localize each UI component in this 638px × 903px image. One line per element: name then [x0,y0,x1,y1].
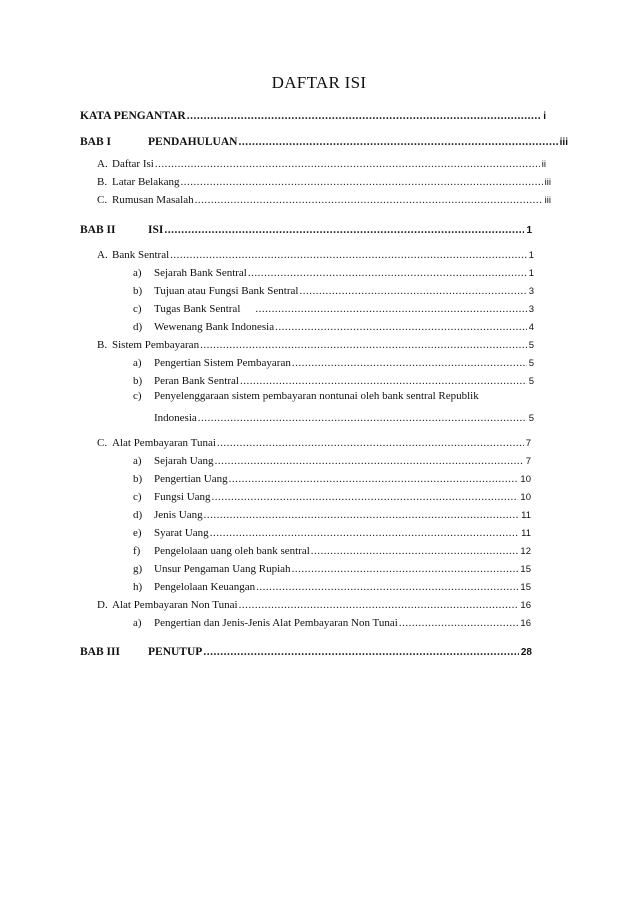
toc-entry-sejarah-bank-sentral[interactable] [133,266,534,280]
dot-leader [212,490,519,504]
item-letter: c) [133,491,142,503]
toc-label: Latar Belakang [112,176,180,188]
dot-leader [292,356,527,370]
toc-label: Sistem Pembayaran [112,339,200,351]
item-letter: a) [133,267,142,279]
toc-page-number: 1 [528,268,534,279]
toc-entry-pengertian-jenis[interactable] [133,616,531,630]
toc-entry-alat-pembayaran-non-tunai[interactable] [97,598,531,612]
page-title: DAFTAR ISI [271,73,367,92]
toc-label: Penyelenggaraan sistem pembayaran nontunai oleh bank sentral Republik [154,390,479,402]
toc-label: Alat Pembayaran Non Tunai [112,599,238,611]
toc-label: Sejarah Uang [154,455,214,467]
toc-entry-syarat-uang[interactable] [133,526,531,540]
item-letter: a) [133,455,142,467]
toc-page-number: iii [544,177,551,188]
item-letter: b) [133,375,143,387]
toc-entry-pengertian-sistem[interactable] [133,356,534,370]
toc-entry-alat-pembayaran-tunai[interactable] [97,436,531,450]
toc-entry-pengertian-uang[interactable] [133,472,531,486]
chapter-number: BAB I [80,136,111,148]
toc-label: Tujuan atau Fungsi Bank Sentral [154,285,299,297]
toc-label: Alat Pembayaran Tunai [112,437,216,449]
dot-leader [275,320,527,334]
toc-label: Jenis Uang [154,509,203,521]
toc-entry-latar-belakang[interactable] [97,175,551,189]
item-letter: c) [133,303,142,315]
toc-page-number: 3 [528,304,534,315]
item-letter: e) [133,527,142,539]
toc-page-number: 7 [525,438,531,449]
toc-page-number: 7 [525,456,531,467]
toc-page-number: 15 [520,564,531,575]
toc-entry-pengelolaan-uang[interactable] [133,544,531,558]
toc-entry-bab-1[interactable] [80,135,568,149]
section-letter: D. [97,599,108,611]
toc-page-number: 1 [528,250,534,261]
dot-leader [195,193,543,207]
item-letter: a) [133,617,142,629]
toc-label: Pengelolaan Keuangan [154,581,256,593]
toc-entry-penyelenggaraan-line2[interactable] [154,411,534,425]
dot-leader [229,472,519,486]
toc-entry-bab-2[interactable] [80,223,532,237]
toc-page-number: ii [541,159,546,170]
dot-leader [238,135,557,149]
item-letter: a) [133,357,142,369]
dot-leader [248,266,527,280]
toc-entry-peran-bank-sentral[interactable] [133,374,534,388]
chapter-number: BAB II [80,224,116,236]
toc-entry-tugas-bank-sentral[interactable] [133,302,534,316]
toc-page-number: 5 [528,340,534,351]
dot-leader [203,645,519,659]
toc-entry-bank-sentral[interactable] [97,248,534,262]
toc-label-continued: Indonesia [154,412,197,424]
toc-page-number: 16 [520,618,531,629]
item-letter: d) [133,321,143,333]
section-letter: A. [97,249,108,261]
dot-leader [399,616,519,630]
toc-page-number: 11 [521,528,531,539]
dot-leader [198,411,527,425]
toc-page-number: iii [544,195,551,206]
toc-entry-fungsi-uang[interactable] [133,490,531,504]
toc-label: Pengertian Sistem Pembayaran [154,357,291,369]
item-letter: b) [133,285,143,297]
dot-leader [256,580,518,594]
dot-leader [164,223,524,237]
section-letter: B. [97,339,108,351]
toc-entry-pengelolaan-keuangan[interactable] [133,580,531,594]
toc-label: Syarat Uang [154,527,209,539]
toc-entry-penyelenggaraan-line1[interactable] [133,390,479,402]
toc-label: Wewenang Bank Indonesia [154,321,275,333]
toc-page-number: 5 [528,358,534,369]
item-letter: c) [133,390,142,402]
toc-entry-bab-3[interactable] [80,645,532,659]
item-letter: d) [133,509,143,521]
dot-leader [204,508,520,522]
chapter-title: PENUTUP [148,646,203,658]
dot-leader [299,284,526,298]
dot-leader [210,526,519,540]
chapter-number: BAB III [80,646,120,658]
item-letter: g) [133,563,143,575]
toc-page-number: 4 [528,322,534,333]
toc-page-number: 3 [528,286,534,297]
toc-label: Pengertian dan Jenis-Jenis Alat Pembayaran Non Tunai [154,617,398,629]
toc-label: Daftar Isi [112,158,154,170]
toc-page-number: 12 [520,546,531,557]
dot-leader [155,157,540,171]
dot-leader [240,374,527,388]
dot-leader [181,175,543,189]
toc-entry-tujuan-fungsi[interactable] [133,284,534,298]
toc-entry-wewenang[interactable] [133,320,534,334]
toc-page-number: 10 [520,474,531,485]
toc-label: Unsur Pengaman Uang Rupiah [154,563,291,575]
toc-page-number: 11 [521,510,531,521]
toc-label: KATA PENGANTAR [80,110,186,122]
chapter-title: PENDAHULUAN [148,136,238,148]
chapter-title: ISI [148,224,164,236]
toc-label: Sejarah Bank Sentral [154,267,247,279]
toc-page-number: 28 [520,647,532,658]
toc-label: Peran Bank Sentral [154,375,239,387]
toc-label: Tugas Bank Sentral [154,303,241,315]
toc-entry-sistem-pembayaran[interactable] [97,338,534,352]
toc-entry-daftar-isi[interactable] [97,157,546,171]
dot-leader [217,436,524,450]
dot-leader [200,338,527,352]
toc-page-number: 10 [520,492,531,503]
dot-leader [292,562,519,576]
toc-entry-rumusan-masalah[interactable] [97,193,551,207]
toc-page-number: 5 [528,376,534,387]
toc-label: Pengertian Uang [154,473,228,485]
toc-label: Bank Sentral [112,249,170,261]
toc-entry-jenis-uang[interactable] [133,508,531,522]
dot-leader [311,544,519,558]
section-letter: C. [97,437,108,449]
item-letter: b) [133,473,143,485]
item-letter: f) [133,545,141,557]
toc-page-number: 16 [520,600,531,611]
toc-entry-unsur-pengaman[interactable] [133,562,531,576]
toc-page-number: 5 [528,413,534,424]
item-letter: A. [97,158,108,170]
item-letter: C. [97,194,108,206]
toc-page-number: i [543,111,546,122]
toc-entry-sejarah-uang[interactable] [133,454,531,468]
toc-label: Pengelolaan uang oleh bank sentral [154,545,310,557]
dot-leader [187,109,541,123]
item-letter: h) [133,581,143,593]
item-letter: B. [97,176,108,188]
dot-leader [215,454,524,468]
toc-page-number: iii [559,137,568,148]
dot-leader [255,302,526,316]
dot-leader [239,598,519,612]
toc-page-number: 15 [520,582,531,593]
toc-label: Fungsi Uang [154,491,211,503]
dot-leader [170,248,527,262]
toc-label: Rumusan Masalah [112,194,194,206]
toc-entry-kata-pengantar[interactable] [80,109,546,123]
toc-page-number: 1 [526,225,532,236]
